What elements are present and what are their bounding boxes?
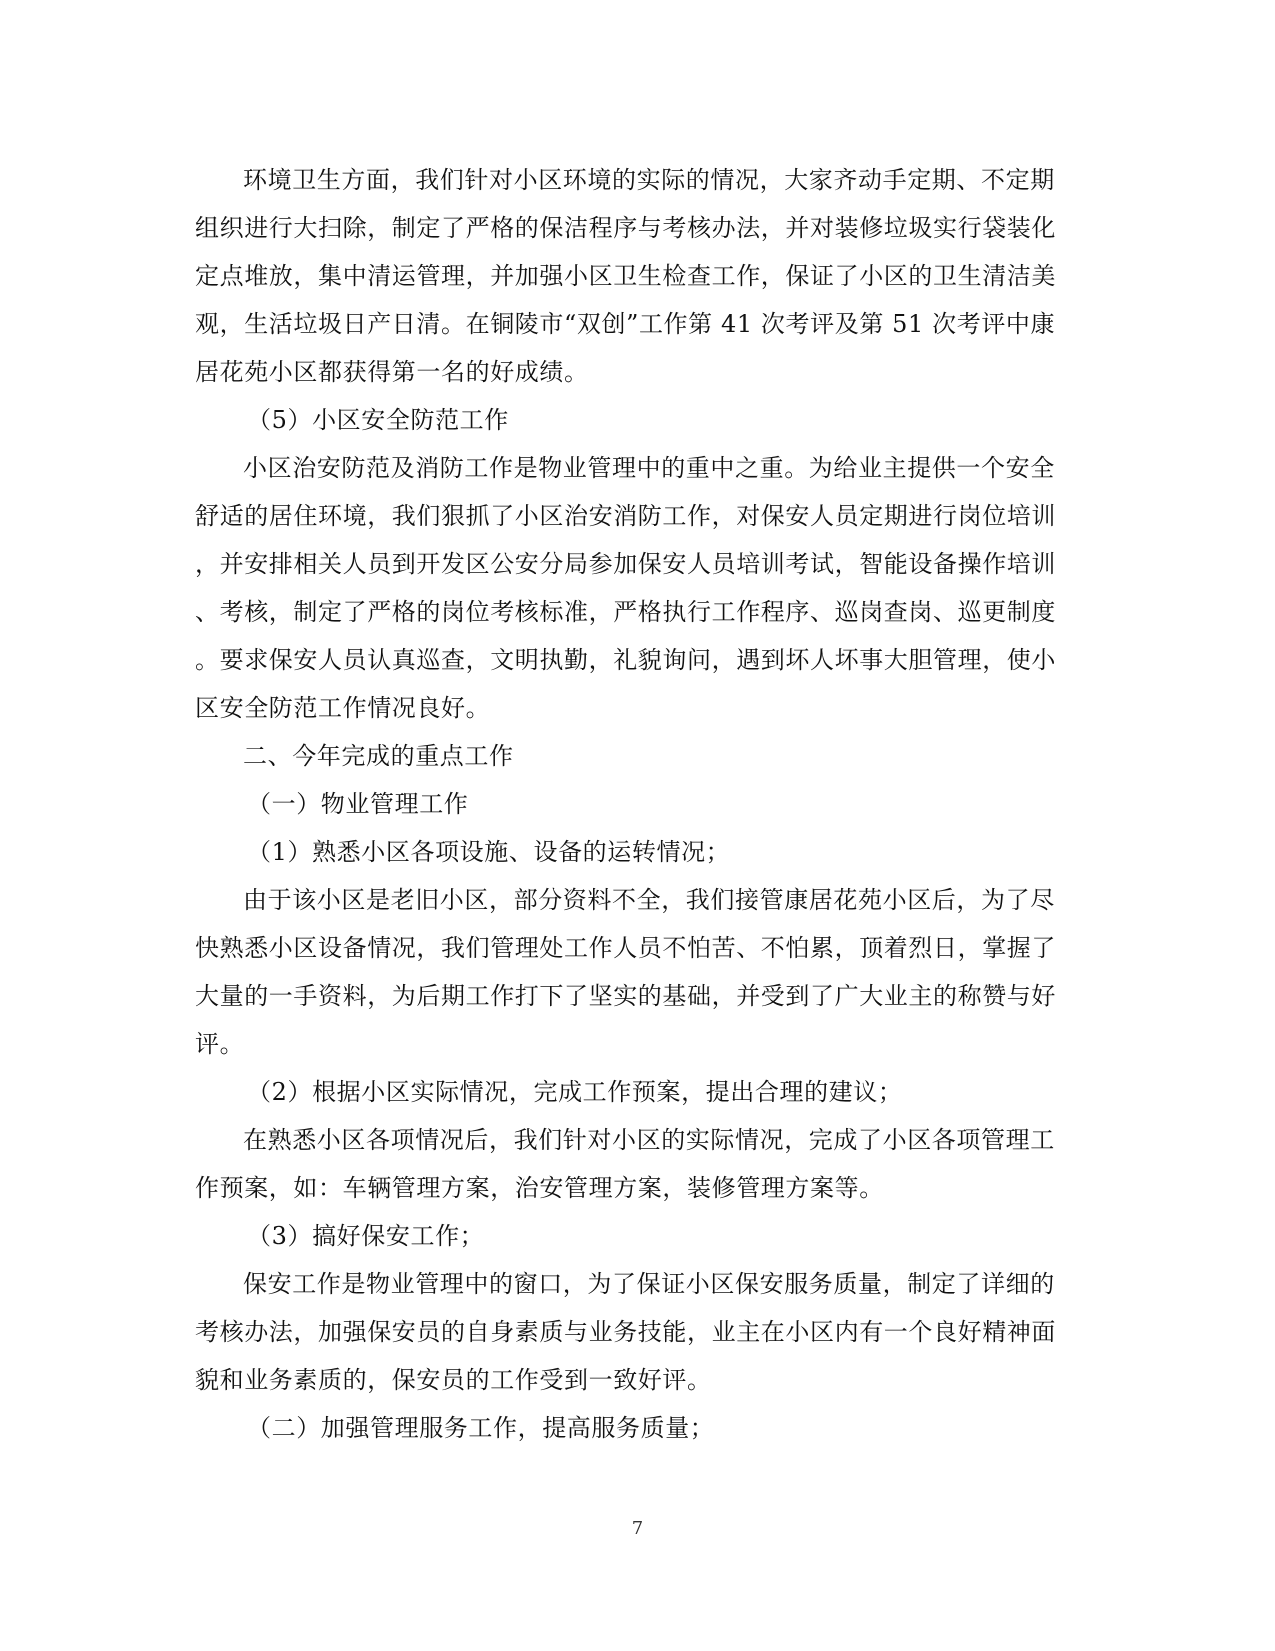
paragraph-line: 小区治安防范及消防工作是物业管理中的重中之重。为给业主提供一个安全 bbox=[243, 454, 1055, 482]
subsection-heading: （一）物业管理工作 bbox=[247, 790, 469, 818]
section-heading: 二、今年完成的重点工作 bbox=[243, 742, 514, 770]
section-heading: （5）小区安全防范工作 bbox=[247, 406, 509, 434]
paragraph-line: 考核办法，加强保安员的自身素质与业务技能，业主在小区内有一个良好精神面 bbox=[195, 1318, 1056, 1346]
paragraph-line: ，并安排相关人员到开发区公安分局参加保安人员培训考试，智能设备操作培训 bbox=[195, 550, 1056, 578]
item-heading: （2）根据小区实际情况，完成工作预案，提出合理的建议； bbox=[247, 1078, 903, 1106]
paragraph-line: 观，生活垃圾日产日清。在铜陵市“双创”工作第 41 次考评及第 51 次考评中康 bbox=[195, 310, 1056, 338]
document-body bbox=[195, 156, 1075, 1452]
paragraph-line: 区安全防范工作情况良好。 bbox=[195, 694, 491, 722]
paragraph-line: 环境卫生方面，我们针对小区环境的实际的情况，大家齐动手定期、不定期 bbox=[243, 166, 1055, 194]
paragraph-line: 。要求保安人员认真巡查，文明执勤，礼貌询问，遇到坏人坏事大胆管理，使小 bbox=[195, 646, 1056, 674]
paragraph-line: 评。 bbox=[195, 1030, 245, 1058]
page-number: 7 bbox=[631, 1518, 644, 1539]
paragraph-line: 居花苑小区都获得第一名的好成绩。 bbox=[195, 358, 589, 386]
paragraph-line: 大量的一手资料，为后期工作打下了坚实的基础，并受到了广大业主的称赞与好 bbox=[195, 982, 1056, 1010]
paragraph-line: 貌和业务素质的，保安员的工作受到一致好评。 bbox=[195, 1366, 712, 1394]
paragraph-line: 由于该小区是老旧小区，部分资料不全，我们接管康居花苑小区后，为了尽 bbox=[243, 886, 1055, 914]
paragraph-line: 、考核，制定了严格的岗位考核标准，严格执行工作程序、巡岗查岗、巡更制度 bbox=[195, 598, 1056, 626]
paragraph-line: 组织进行大扫除，制定了严格的保洁程序与考核办法，并对装修垃圾实行袋装化 bbox=[195, 214, 1056, 242]
item-heading: （3）搞好保安工作； bbox=[247, 1222, 485, 1250]
paragraph-line: 作预案，如：车辆管理方案，治安管理方案，装修管理方案等。 bbox=[195, 1174, 884, 1202]
subsection-heading: （二）加强管理服务工作，提高服务质量； bbox=[247, 1414, 715, 1442]
paragraph-line: 舒适的居住环境，我们狠抓了小区治安消防工作，对保安人员定期进行岗位培训 bbox=[195, 502, 1056, 530]
paragraph-line: 定点堆放，集中清运管理，并加强小区卫生检查工作，保证了小区的卫生清洁美 bbox=[195, 262, 1056, 290]
item-heading: （1）熟悉小区各项设施、设备的运转情况； bbox=[247, 838, 731, 866]
paragraph-line: 快熟悉小区设备情况，我们管理处工作人员不怕苦、不怕累，顶着烈日，掌握了 bbox=[195, 934, 1056, 962]
paragraph-line: 在熟悉小区各项情况后，我们针对小区的实际情况，完成了小区各项管理工 bbox=[243, 1126, 1055, 1154]
paragraph-line: 保安工作是物业管理中的窗口，为了保证小区保安服务质量，制定了详细的 bbox=[243, 1270, 1055, 1298]
